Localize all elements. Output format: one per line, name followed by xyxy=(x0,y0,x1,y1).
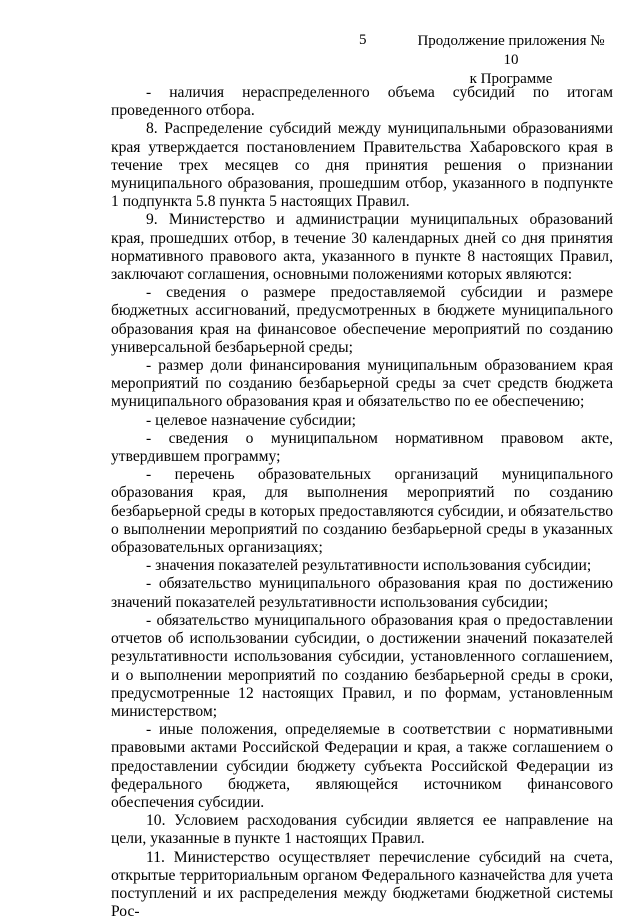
document-body xyxy=(111,84,613,921)
annex-caption xyxy=(411,32,611,89)
annex-line: Продолжение приложения № 10 xyxy=(417,33,605,68)
paragraph: 11. Министерство осуществляет перечисление субсидий на счета, открытые территориальным органом Федерального казначейства для учета поступлений и их распределения между бюджетами бюджетной системы Рос- xyxy=(111,848,613,921)
paragraph: 10. Условием расходования субсидии является ее направление на цели, указанные в пункте 1 настоящих Правил. xyxy=(111,812,613,848)
paragraph: - значения показателей результативности использования субсидии; xyxy=(146,557,592,575)
paragraph: - обязательство муниципального образования края о предоставлении отчетов об использовании субсидии, о достижении значений показателей результативности использования субсидии, установленного соглашением, и о выполнении мероприятий по созданию безбарьерной среды в сроки, предусмотренные 12 настоящих Правил, и по формам, установленным министерством; xyxy=(111,611,613,720)
paragraph: - наличия нераспределенного объема субсидий по итогам проведенного отбора. xyxy=(111,84,613,120)
paragraph: - сведения о размере предоставляемой субсидии и размере бюджетных ассигнований, предусмотренных в бюджете муниципального образования края на финансовое обеспечение мероприятий по созданию универсальной безбарьерной среды; xyxy=(111,284,613,356)
annex-line: к Программе xyxy=(469,71,553,87)
paragraph: - обязательство муниципального образования края по достижению значений показателей результативности использования субсидии; xyxy=(111,575,613,611)
paragraph: - целевое назначение субсидии; xyxy=(146,411,356,429)
paragraph: - перечень образовательных организаций муниципального образования края, для выполнения мероприятий по созданию безбарьерной среды в которых предоставляются субсидии, и обязательство о выполнении мероприятий по созданию безбарьерной среды в указанных образовательных организациях; xyxy=(111,466,613,557)
paragraph: 8. Распределение субсидий между муниципальными образованиями края утверждается постановлением Правительства Хабаровского края в течение трех месяцев со дня принятия решения о признании муниципального образования, прошедшим отбор, указанного в подпункте 1 подпункта 5.8 пункта 5 настоящих Правил. xyxy=(111,120,613,211)
paragraph: - иные положения, определяемые в соответствии с нормативными правовыми актами Российской Федерации и края, а также соглашением о предоставлении субсидии бюджету субъекта Российской Федерации из федерального бюджета, являющейся источником финансового обеспечения субсидии. xyxy=(111,721,613,811)
page-number: 5 xyxy=(359,32,367,48)
paragraph: - сведения о муниципальном нормативном правовом акте, утвердившем программу; xyxy=(111,429,613,466)
paragraph: 9. Министерство и администрации муниципальных образований края, прошедших отбор, в течение 30 календарных дней со дня принятия нормативного правового акта, указанного в пункте 8 настоящих Правил, заключают соглашения, основными положениями которых являются: xyxy=(111,211,613,284)
paragraph: - размер доли финансирования муниципальным образованием края мероприятий по созданию безбарьерной среды за счет средств бюджета муниципального образования края и обязательство по ее обеспечению; xyxy=(111,357,613,411)
